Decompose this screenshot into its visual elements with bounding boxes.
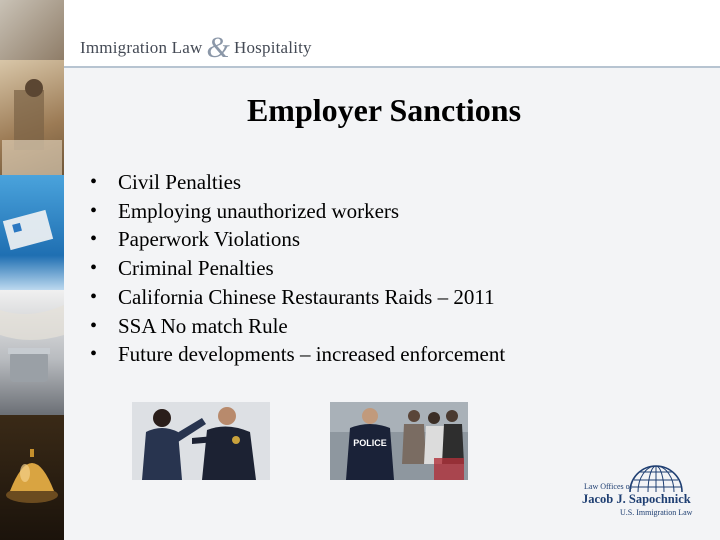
police-vest-text: POLICE <box>353 438 387 448</box>
logo-tagline: U.S. Immigration Law <box>620 508 693 517</box>
brand-left: Immigration Law <box>80 38 203 57</box>
strip-photo-bell <box>0 415 64 540</box>
photo-arrest-left <box>132 402 270 480</box>
bullet-item: • California Chinese Restaurants Raids – 2011 <box>100 283 505 312</box>
logo-name: Jacob J. Sapochnick <box>582 492 691 506</box>
slide-title: Employer Sanctions <box>246 92 522 128</box>
brand-ampersand: & <box>206 31 230 64</box>
bullet-item: • Civil Penalties <box>100 168 505 197</box>
bullet-item: • Criminal Penalties <box>100 254 505 283</box>
bullet-item: • Paperwork Violations <box>100 225 505 254</box>
logo-prefix: Law Offices of <box>584 482 633 491</box>
decorative-photo-strip <box>0 0 64 540</box>
strip-photo-kitchen <box>0 290 64 415</box>
bullet-item: • SSA No match Rule <box>100 312 505 341</box>
firm-logo <box>578 462 698 528</box>
brand-wordmark <box>80 27 312 64</box>
header-divider <box>64 66 720 68</box>
bullet-list <box>100 168 505 369</box>
strip-photo-1 <box>0 0 64 60</box>
globe-icon <box>626 462 686 496</box>
strip-photo-passport <box>0 175 64 290</box>
strip-photo-hotel <box>0 60 64 175</box>
bullet-item: • Future developments – increased enforcement <box>100 340 505 369</box>
photo-raid-right <box>330 402 468 480</box>
bullet-item: • Employing unauthorized workers <box>100 197 505 226</box>
brand-right: Hospitality <box>234 38 312 57</box>
